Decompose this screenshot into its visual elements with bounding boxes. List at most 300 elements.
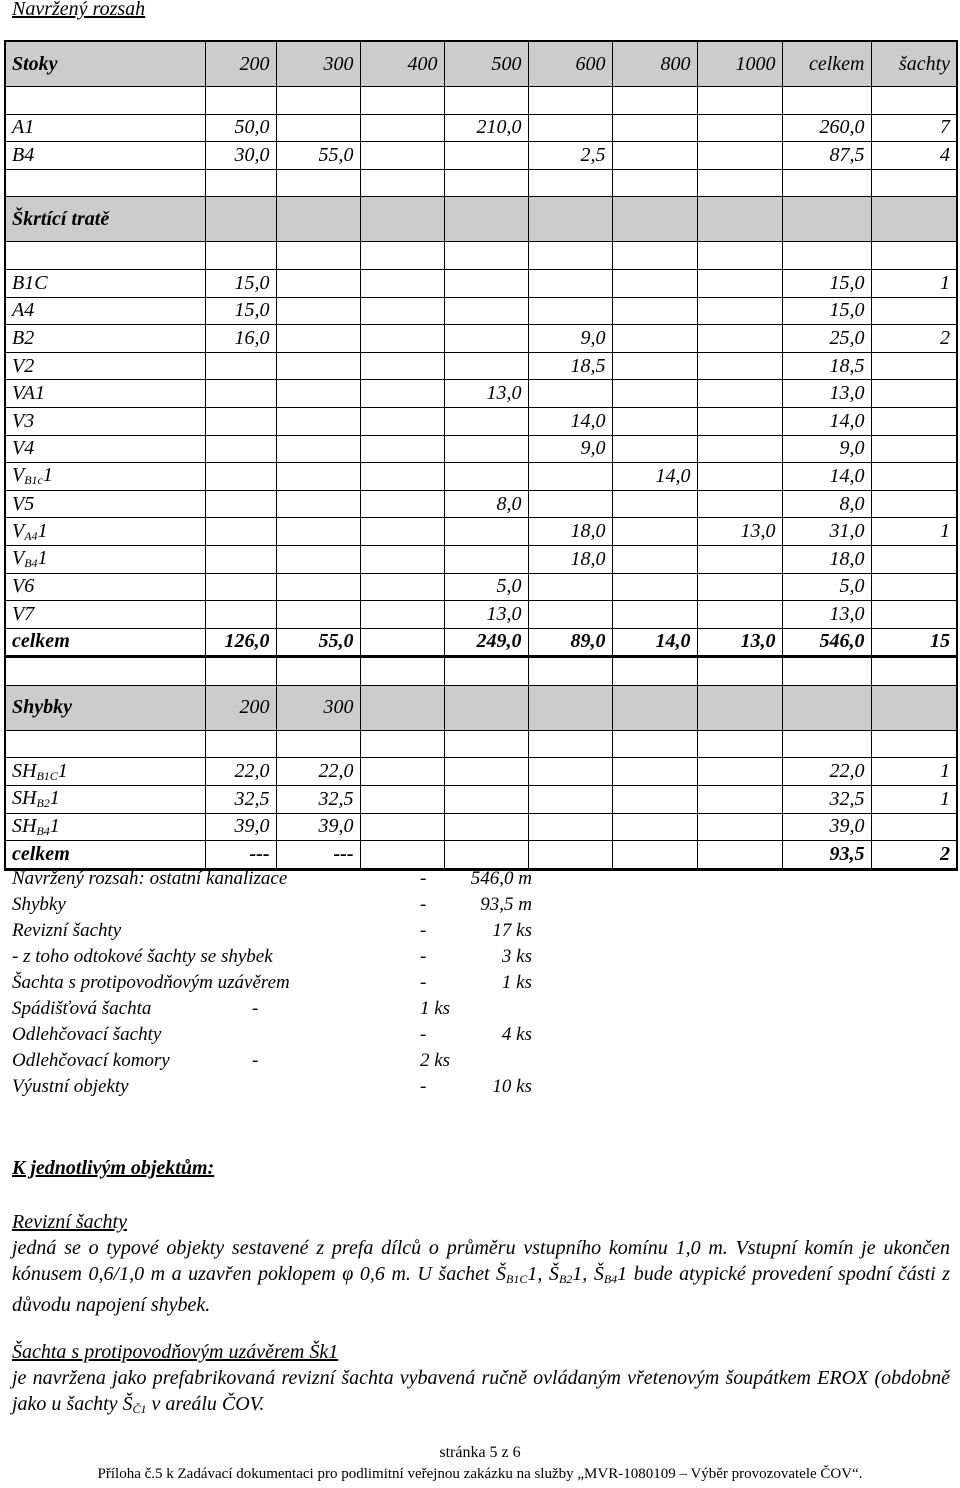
- summary-dash: -: [420, 894, 427, 915]
- table-cell: 18,0: [528, 545, 612, 573]
- table-cell: [205, 87, 276, 115]
- row-label: VA1: [5, 380, 205, 408]
- table-row: [5, 407, 957, 435]
- table-cell: [697, 657, 782, 686]
- summary-value: 1 ks: [420, 998, 451, 1019]
- table-cell: 16,0: [205, 325, 276, 353]
- table-cell: [360, 242, 444, 270]
- table-cell: [444, 242, 528, 270]
- row-total: 18,5: [782, 352, 871, 380]
- table-cell: 50,0: [205, 114, 276, 142]
- table-cell: [276, 407, 360, 435]
- table-cell: 22,0: [276, 758, 360, 786]
- row-label: celkem: [5, 628, 205, 657]
- table-cell: [697, 114, 782, 142]
- table-cell: [360, 463, 444, 491]
- summary-value: 2 ks: [420, 1050, 451, 1071]
- table-cell: 22,0: [205, 758, 276, 786]
- table-cell: [782, 242, 871, 270]
- table-cell: 14,0: [612, 628, 697, 657]
- row-label: B2: [5, 325, 205, 353]
- protipov-section: [12, 1339, 950, 1422]
- table-cell: [360, 758, 444, 786]
- table-row: [5, 813, 957, 841]
- table-cell: [697, 573, 782, 601]
- summary-value: 10 ks: [492, 1076, 532, 1097]
- header-row: [5, 41, 957, 87]
- table-cell: 15,0: [205, 269, 276, 297]
- table-cell: [444, 435, 528, 463]
- table-cell: [360, 730, 444, 758]
- summary-value: 93,5 m: [480, 894, 532, 915]
- table-cell: [276, 730, 360, 758]
- table-row: [5, 325, 957, 353]
- table-cell: [528, 758, 612, 786]
- empty-row: [5, 169, 957, 197]
- table-cell: 14,0: [612, 463, 697, 491]
- table-row: [5, 463, 957, 491]
- table-cell: [612, 657, 697, 686]
- row-label: $V_{B4}1$: [5, 545, 205, 573]
- summary-label: Odlehčovací šachty: [12, 1024, 162, 1045]
- table-row: [5, 352, 957, 380]
- table-cell: [276, 352, 360, 380]
- row-sachty: 1: [871, 518, 957, 546]
- row-sachty: 1: [871, 786, 957, 814]
- table-cell: [360, 114, 444, 142]
- table-row: [5, 518, 957, 546]
- table-cell: [444, 545, 528, 573]
- table-cell: [697, 730, 782, 758]
- table-cell: [697, 685, 782, 730]
- table-cell: [697, 87, 782, 115]
- table-cell: [697, 463, 782, 491]
- table-cell: [871, 730, 957, 758]
- table-cell: [697, 786, 782, 814]
- summary-dash: -: [420, 946, 427, 967]
- summary-value: 546,0 m: [470, 868, 532, 889]
- table-cell: [782, 169, 871, 197]
- table-cell: [205, 242, 276, 270]
- table-cell: [360, 297, 444, 325]
- table-cell: [612, 490, 697, 518]
- table-row: [5, 601, 957, 629]
- table-cell: [871, 169, 957, 197]
- table-cell: [871, 87, 957, 115]
- table-cell: [205, 407, 276, 435]
- summary-value: 17 ks: [492, 920, 532, 941]
- row-total: 39,0: [782, 813, 871, 841]
- summary-label: Shybky: [12, 894, 66, 915]
- table-cell: [360, 786, 444, 814]
- diameter-header: 300: [276, 685, 360, 730]
- summary-label: Revizní šachty: [12, 920, 122, 941]
- table-row: [5, 380, 957, 408]
- table-row: [5, 435, 957, 463]
- table-cell: [205, 490, 276, 518]
- row-sachty: [871, 352, 957, 380]
- section-label: Shybky: [5, 685, 205, 730]
- table-cell: [360, 352, 444, 380]
- summary-dash: -: [420, 868, 427, 889]
- table-cell: [697, 169, 782, 197]
- table-cell: [276, 325, 360, 353]
- summary-dash: -: [252, 998, 259, 1019]
- row-total: 25,0: [782, 325, 871, 353]
- row-label: $SH_{B4}1$: [5, 813, 205, 841]
- table-cell: [205, 730, 276, 758]
- table-cell: [697, 758, 782, 786]
- row-total: 18,0: [782, 545, 871, 573]
- table-cell: [697, 435, 782, 463]
- table-row: [5, 269, 957, 297]
- table-cell: [528, 685, 612, 730]
- table-cell: [528, 380, 612, 408]
- row-sachty: 2: [871, 841, 957, 870]
- table-cell: [528, 87, 612, 115]
- table-cell: [871, 685, 957, 730]
- row-sachty: 4: [871, 142, 957, 170]
- diameter-header: 200: [205, 685, 276, 730]
- table-cell: [528, 730, 612, 758]
- row-total: 13,0: [782, 601, 871, 629]
- row-total: 87,5: [782, 142, 871, 170]
- table-cell: ---: [205, 841, 276, 870]
- table-cell: [360, 545, 444, 573]
- total-row: [5, 841, 957, 870]
- table-cell: [360, 841, 444, 870]
- row-sachty: [871, 463, 957, 491]
- table-cell: [444, 142, 528, 170]
- table-cell: [360, 685, 444, 730]
- revizni-section: [12, 1209, 950, 1318]
- table-cell: [612, 325, 697, 353]
- diameter-header: 400: [360, 41, 444, 87]
- table-cell: 32,5: [276, 786, 360, 814]
- summary-label: Šachta s protipovodňovým uzávěrem: [12, 972, 290, 993]
- table-cell: 249,0: [444, 628, 528, 657]
- table-cell: [697, 601, 782, 629]
- table-row: [5, 628, 957, 657]
- table-row: [5, 786, 957, 814]
- protipov-title: Šachta s protipovodňovým uzávěrem Šk1: [12, 1341, 339, 1363]
- table-cell: [444, 813, 528, 841]
- row-label: B1C: [5, 269, 205, 297]
- table-cell: 18,5: [528, 352, 612, 380]
- table-cell: 126,0: [205, 628, 276, 657]
- table-cell: [444, 518, 528, 546]
- table-cell: 13,0: [444, 601, 528, 629]
- table-cell: [360, 657, 444, 686]
- table-cell: 18,0: [528, 518, 612, 546]
- table-cell: [360, 325, 444, 353]
- table-cell: [528, 114, 612, 142]
- table-cell: [5, 242, 205, 270]
- row-label: V2: [5, 352, 205, 380]
- table-cell: [697, 841, 782, 870]
- table-cell: [205, 352, 276, 380]
- row-total: 14,0: [782, 463, 871, 491]
- table-cell: [444, 407, 528, 435]
- table-cell: [444, 758, 528, 786]
- diameter-header: 200: [205, 41, 276, 87]
- table-cell: [205, 518, 276, 546]
- table-cell: [612, 813, 697, 841]
- row-sachty: [871, 601, 957, 629]
- table-cell: [871, 197, 957, 242]
- table-cell: [276, 169, 360, 197]
- table-cell: [612, 269, 697, 297]
- diameter-header: 300: [276, 41, 360, 87]
- row-sachty: [871, 490, 957, 518]
- table-cell: [360, 269, 444, 297]
- footer-note: Příloha č.5 k Zadávací dokumentaci pro podlimitní veřejnou zakázku na služby „MVR-1080109 – Výběr provozovatele ČOV“.: [97, 1466, 863, 1482]
- row-total: 15,0: [782, 269, 871, 297]
- diameter-header: 1000: [697, 41, 782, 87]
- table-cell: [528, 463, 612, 491]
- row-sachty: [871, 813, 957, 841]
- table-cell: [205, 601, 276, 629]
- table-cell: [612, 435, 697, 463]
- diameter-header: 800: [612, 41, 697, 87]
- row-label: A1: [5, 114, 205, 142]
- table-row: [5, 490, 957, 518]
- table-cell: [697, 197, 782, 242]
- summary-dash: -: [420, 972, 427, 993]
- table-cell: 14,0: [528, 407, 612, 435]
- summary-label: Navržený rozsah: ostatní kanalizace: [12, 868, 288, 889]
- table-cell: [612, 786, 697, 814]
- table-cell: [612, 601, 697, 629]
- table-cell: [276, 269, 360, 297]
- row-total: 22,0: [782, 758, 871, 786]
- row-label: V6: [5, 573, 205, 601]
- table-cell: 210,0: [444, 114, 528, 142]
- table-cell: [528, 601, 612, 629]
- table-cell: [697, 380, 782, 408]
- summary-dash: -: [252, 1050, 259, 1071]
- empty-row: [5, 242, 957, 270]
- table-cell: 13,0: [444, 380, 528, 408]
- table-cell: [697, 545, 782, 573]
- table-cell: [205, 435, 276, 463]
- shybky-header-row: [5, 685, 957, 730]
- table-cell: 39,0: [276, 813, 360, 841]
- table-cell: [444, 841, 528, 870]
- table-cell: [782, 197, 871, 242]
- table-cell: [276, 87, 360, 115]
- table-cell: [528, 813, 612, 841]
- table-cell: [360, 813, 444, 841]
- table-cell: 9,0: [528, 435, 612, 463]
- table-cell: [360, 490, 444, 518]
- table-cell: [612, 114, 697, 142]
- table-cell: [697, 297, 782, 325]
- table-cell: 5,0: [444, 573, 528, 601]
- table-cell: [528, 242, 612, 270]
- summary-label: Výustní objekty: [12, 1076, 129, 1097]
- page-heading: Navržený rozsah: [12, 0, 146, 20]
- row-sachty: [871, 435, 957, 463]
- section-label: Škrtící tratě: [5, 197, 205, 242]
- table-cell: [528, 573, 612, 601]
- table-cell: [782, 87, 871, 115]
- row-sachty: [871, 380, 957, 408]
- table-cell: [5, 657, 205, 686]
- table-cell: [697, 325, 782, 353]
- table-cell: [697, 490, 782, 518]
- row-label: V5: [5, 490, 205, 518]
- table-cell: [360, 380, 444, 408]
- table-cell: [205, 657, 276, 686]
- table-cell: [612, 518, 697, 546]
- row-total: 260,0: [782, 114, 871, 142]
- table-cell: [276, 490, 360, 518]
- table-cell: [444, 463, 528, 491]
- table-cell: [612, 87, 697, 115]
- table-cell: [444, 657, 528, 686]
- row-total: 15,0: [782, 297, 871, 325]
- row-label: A4: [5, 297, 205, 325]
- table-cell: [444, 197, 528, 242]
- table-cell: [205, 169, 276, 197]
- table-cell: [528, 269, 612, 297]
- table-cell: [612, 380, 697, 408]
- table-cell: [612, 242, 697, 270]
- table-cell: [276, 573, 360, 601]
- table-cell: [528, 490, 612, 518]
- table-cell: [276, 380, 360, 408]
- table-cell: 9,0: [528, 325, 612, 353]
- summary-label: - z toho odtokové šachty se shybek: [12, 946, 273, 967]
- table-cell: [528, 786, 612, 814]
- row-sachty: [871, 297, 957, 325]
- row-sachty: [871, 407, 957, 435]
- table-cell: 15,0: [205, 297, 276, 325]
- summary-value: 1 ks: [501, 972, 532, 993]
- table-cell: [360, 142, 444, 170]
- row-total: 546,0: [782, 628, 871, 657]
- table-cell: [205, 380, 276, 408]
- row-sachty: 7: [871, 114, 957, 142]
- table-cell: [444, 786, 528, 814]
- table-cell: 89,0: [528, 628, 612, 657]
- table-cell: [205, 545, 276, 573]
- table-cell: [697, 813, 782, 841]
- table-cell: [528, 169, 612, 197]
- row-label: V7: [5, 601, 205, 629]
- row-label: V4: [5, 435, 205, 463]
- table-cell: 2,5: [528, 142, 612, 170]
- row-total: 8,0: [782, 490, 871, 518]
- diameter-header: 600: [528, 41, 612, 87]
- table-cell: [360, 87, 444, 115]
- summary-dash: -: [420, 920, 427, 941]
- table-cell: [782, 730, 871, 758]
- table-cell: [612, 142, 697, 170]
- table-cell: [444, 352, 528, 380]
- table-cell: [360, 435, 444, 463]
- table-cell: [612, 685, 697, 730]
- table-cell: [612, 197, 697, 242]
- table-cell: [276, 435, 360, 463]
- table-cell: [782, 657, 871, 686]
- row-sachty: 1: [871, 269, 957, 297]
- table-row: [5, 114, 957, 142]
- table-cell: [871, 657, 957, 686]
- table-cell: [444, 297, 528, 325]
- table-row: [5, 545, 957, 573]
- table-cell: 32,5: [205, 786, 276, 814]
- table-cell: [444, 325, 528, 353]
- row-label: $V_{A4}1$: [5, 518, 205, 546]
- empty-row: [5, 87, 957, 115]
- celkem-header: celkem: [782, 41, 871, 87]
- table-cell: [528, 657, 612, 686]
- table-cell: 39,0: [205, 813, 276, 841]
- table-cell: [528, 297, 612, 325]
- row-sachty: [871, 545, 957, 573]
- table-cell: [360, 601, 444, 629]
- protipov-text: je navržena jako prefabrikovaná revizní šachta vybavená ručně ovládaným vřetenovým šoupátkem EROX (obdobně jako u šachty $Š_{Č1}$ v areálu ČOV.: [12, 1367, 950, 1416]
- table-cell: [360, 628, 444, 657]
- sachty-header: šachty: [871, 41, 957, 87]
- sewer-table: [4, 40, 958, 871]
- table-cell: [612, 841, 697, 870]
- table-cell: [612, 297, 697, 325]
- table-cell: [360, 197, 444, 242]
- table-row: [5, 142, 957, 170]
- table-cell: [276, 601, 360, 629]
- table-cell: [360, 169, 444, 197]
- table-cell: [444, 730, 528, 758]
- section-row: [5, 197, 957, 242]
- table-cell: [528, 841, 612, 870]
- row-label: $SH_{B2}1$: [5, 786, 205, 814]
- table-cell: [782, 685, 871, 730]
- table-cell: 55,0: [276, 628, 360, 657]
- table-cell: 13,0: [697, 628, 782, 657]
- table-cell: [276, 545, 360, 573]
- table-cell: [612, 730, 697, 758]
- summary-label: Spádišťová šachta: [12, 998, 152, 1019]
- table-cell: [697, 269, 782, 297]
- row-label: $SH_{B1C}1$: [5, 758, 205, 786]
- summary-dash: -: [420, 1076, 427, 1097]
- page-number: stránka 5 z 6: [439, 1444, 521, 1461]
- table-cell: [697, 242, 782, 270]
- summary-value: 3 ks: [501, 946, 532, 967]
- row-sachty: [871, 573, 957, 601]
- table-cell: [5, 87, 205, 115]
- revizni-text: jedná se o typové objekty sestavené z prefa dílců o průměru vstupního komínu 1,0 m. Vstupní komín je ukončen kónusem 0,6/1,0 m a uzavřen poklopem φ 0,6 m. U šachet $Š_{B1C}1$, $Š_{B2}1$, $Š_{B4}1$ bude atypické provedení spodní části z důvodu napojení shybek.: [12, 1237, 951, 1316]
- empty-row: [5, 730, 957, 758]
- table-row: [5, 573, 957, 601]
- table-cell: [612, 545, 697, 573]
- row-total: 14,0: [782, 407, 871, 435]
- row-total: 31,0: [782, 518, 871, 546]
- row-total: 32,5: [782, 786, 871, 814]
- row-sachty: 15: [871, 628, 957, 657]
- revizni-title: Revizní šachty: [12, 1211, 127, 1233]
- row-sachty: 1: [871, 758, 957, 786]
- row-label: $V_{B1c}1$: [5, 463, 205, 491]
- table-cell: [528, 197, 612, 242]
- table-cell: [612, 352, 697, 380]
- table-cell: [276, 657, 360, 686]
- table-cell: [276, 197, 360, 242]
- table-cell: [5, 169, 205, 197]
